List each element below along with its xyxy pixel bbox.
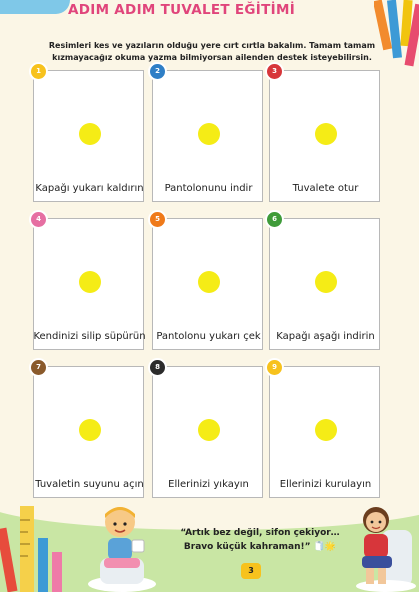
quote-line-2: Bravo küçük kahraman!” 🧻🌟 (183, 542, 337, 552)
step-card-3 (269, 70, 380, 202)
step-number-badge: 2 (150, 64, 165, 79)
step-label: Ellerinizi yıkayın (168, 479, 249, 490)
step-card-4 (33, 218, 144, 350)
boy-on-toilet-illustration (82, 500, 162, 592)
step-number-badge: 7 (31, 360, 46, 375)
step-label: Pantolonu yukarı çek (156, 331, 261, 342)
velcro-dot (198, 123, 220, 145)
step-card-5 (152, 218, 263, 350)
step-card-2 (152, 70, 263, 202)
velcro-dot (198, 271, 220, 293)
velcro-dot (79, 123, 101, 145)
step-card-8 (152, 366, 263, 498)
instructions-text: Resimleri kes ve yazıların olduğu yere cırt cırtla bakalım. Tamam tamam kızmayacağız okuma yazma bilmiyorsan ailenden destek isteyebilirsin. (48, 41, 376, 62)
velcro-dot (79, 419, 101, 441)
velcro-dot (198, 419, 220, 441)
step-card-1 (33, 70, 144, 202)
step-number-badge: 6 (267, 212, 282, 227)
step-label: Tuvalete otur (292, 183, 359, 194)
step-number-badge: 3 (267, 64, 282, 79)
step-label: Pantolonunu indir (164, 183, 253, 194)
page-number-badge: 3 (241, 563, 261, 579)
step-label: Tuvaletin suyunu açın (35, 479, 144, 490)
velcro-dot (315, 271, 337, 293)
girl-on-toilet-illustration (352, 500, 419, 592)
velcro-dot (315, 123, 337, 145)
motivational-quote (160, 526, 360, 554)
step-number-badge: 4 (31, 212, 46, 227)
quote-line-1: “Artık bez değil, sifon çekiyor… (180, 528, 340, 538)
velcro-dot (315, 419, 337, 441)
page-title: ADIM ADIM TUVALET EĞİTİMİ (68, 2, 296, 18)
step-label: Kapağı aşağı indirin (276, 331, 375, 342)
step-number-badge: 5 (150, 212, 165, 227)
step-card-9 (269, 366, 380, 498)
corner-decoration-top-left (0, 0, 70, 14)
pencils-decoration-bottom-left (0, 498, 70, 592)
step-number-badge: 8 (150, 360, 165, 375)
step-label: Ellerinizi kurulayın (279, 479, 372, 490)
step-label: Kapağı yukarı kaldırın (35, 183, 144, 194)
velcro-dot (79, 271, 101, 293)
step-label: Kendinizi silip süpürün (33, 331, 146, 342)
step-card-6 (269, 218, 380, 350)
step-card-7 (33, 366, 144, 498)
step-number-badge: 1 (31, 64, 46, 79)
step-number-badge: 9 (267, 360, 282, 375)
